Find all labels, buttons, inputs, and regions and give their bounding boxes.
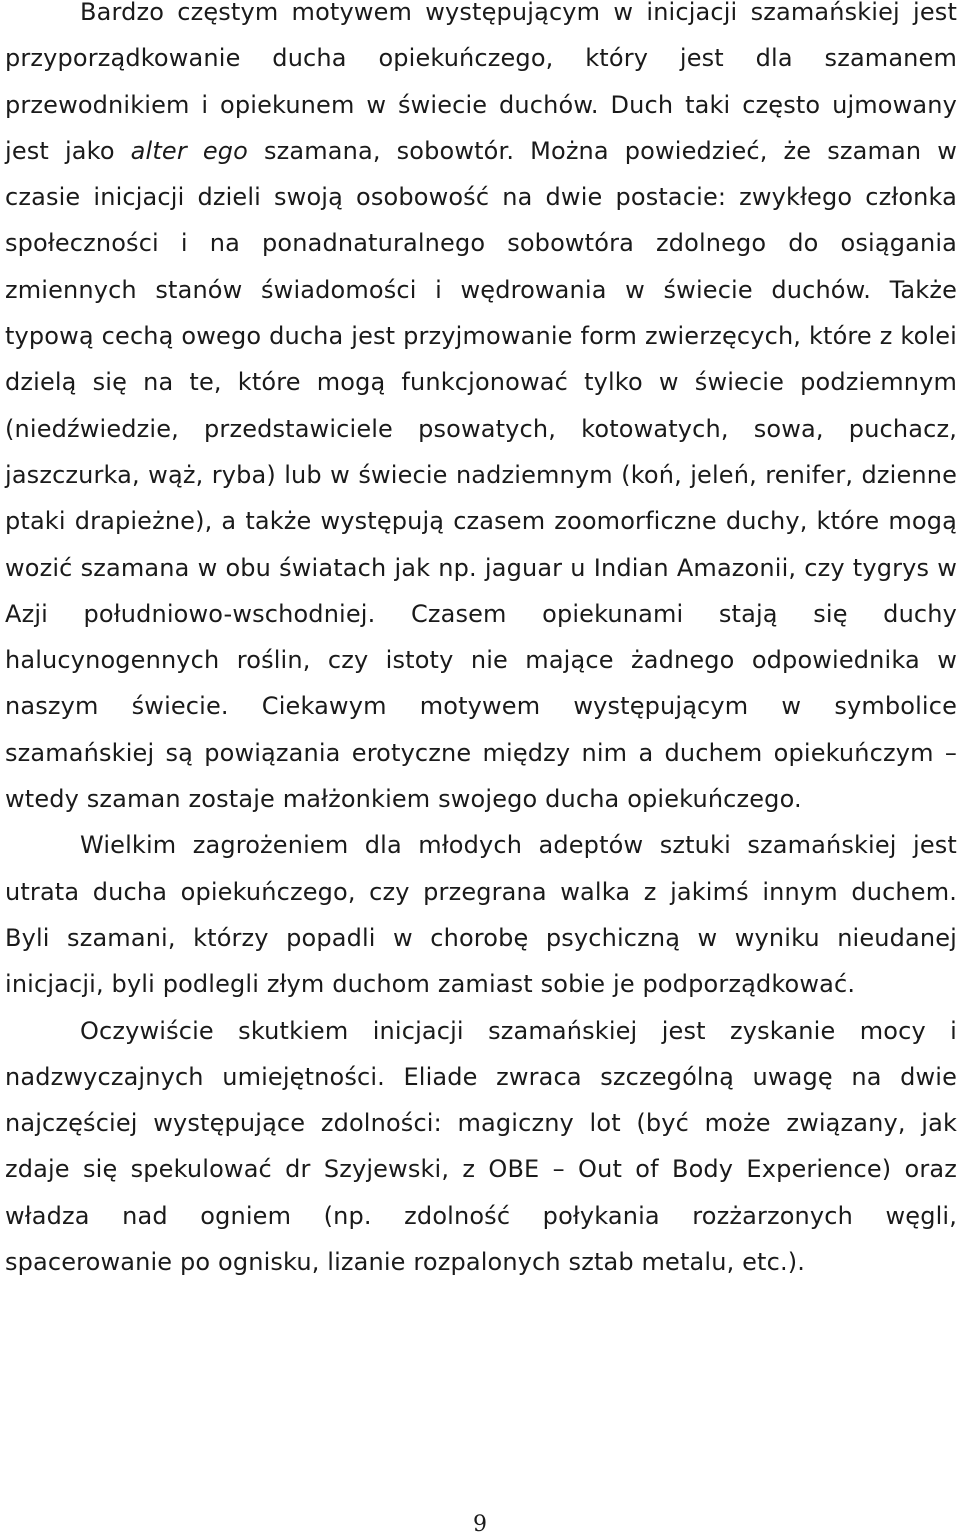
page-number: 9 — [473, 1512, 487, 1537]
paragraph-2: Wielkim zagrożeniem dla młodych adeptów sztuki szamańskiej jest utrata ducha opiekuńczego, czy przegrana walka z jakimś innym duchem. Byli szamani, którzy popadli w chorobę psychiczną w wyniku nieudanej inicjacji, byli podlegli złym duchom zamiast sobie je podporządkować. — [5, 831, 957, 999]
paragraph-1-italic-term: alter ego — [130, 136, 248, 165]
document-page — [5, 0, 957, 1285]
paragraph-1-text-start: Bardzo częstym motywem występującym w inicjacji szamańskiej jest przyporządkowanie ducha opiekuńczego, który jest dla szamanem przewodnikiem i opiekunem w świecie duchów. Duch taki często ujmowany jest jako — [5, 0, 957, 165]
paragraph-1 — [5, 0, 957, 822]
paragraph-1-text-end: szamana, sobowtór. Można powiedzieć, że szaman w czasie inicjacji dzieli swoją osobowość na dwie postacie: zwykłego członka społeczności i na ponadnaturalnego sobowtóra zdolnego do osiągania zmiennych stanów świadomości i wędrowania w świecie duchów. Także typową cechą owego ducha jest przyjmowanie form zwierzęcych, które z kolei dzielą się na te, które mogą funkcjonować tylko w świecie podziemnym (niedźwiedzie, przedstawiciele psowatych, kotowatych, sowa, puchacz, jaszczurka, wąż, ryba) lub w świecie nadziemnym (koń, jeleń, renifer, dzienne ptaki drapieżne), a także występują czasem zoomorficzne duchy, które mogą wozić szamana w obu światach jak np. jaguar u Indian Amazonii, czy tygrys w Azji południowo-wschodniej. Czasem opiekunami stają się duchy halucynogennych roślin, czy istoty nie mające żadnego odpowiednika w naszym świecie. Ciekawym motywem występującym w symbolice szamańskiej są powiązania erotyczne między nim a duchem opiekuńczym – wtedy szaman zostaje małżonkiem swojego ducha opiekuńczego. — [5, 136, 957, 814]
paragraph-3: Oczywiście skutkiem inicjacji szamańskiej jest zyskanie mocy i nadzwyczajnych umiejętności. Eliade zwraca szczególną uwagę na dwie najczęściej występujące zdolności: magiczny lot (być może związany, jak zdaje się spekulować dr Szyjewski, z OBE – Out of Body Experience) oraz władza nad ogniem (np. zdolność połykania rozżarzonych węgli, spacerowanie po ognisku, lizanie rozpalonych sztab metalu, etc.). — [5, 1016, 957, 1277]
